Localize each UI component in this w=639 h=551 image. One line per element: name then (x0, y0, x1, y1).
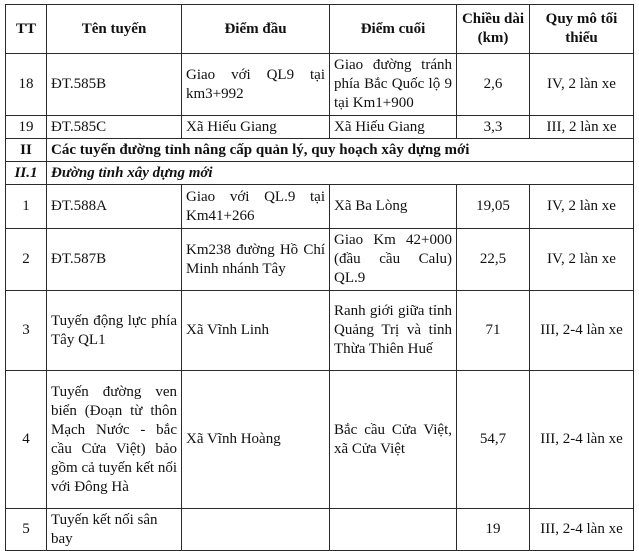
cell-ten: Tuyến động lực phía Tây QL1 (47, 291, 182, 371)
header-tt: TT (6, 5, 47, 54)
cell-dau: Giao với QL.9 tại Km41+266 (182, 185, 330, 229)
cell-dai: 54,7 (457, 371, 530, 509)
cell-tt: 4 (6, 371, 47, 509)
header-chieu-dai: Chiều dài (km) (457, 5, 530, 54)
cell-quymo: IV, 2 làn xe (530, 229, 634, 291)
cell-dai: 3,3 (457, 116, 530, 139)
cell-dai: 19,05 (457, 185, 530, 229)
cell-cuoi (330, 509, 457, 551)
cell-ten: ĐT.585C (47, 116, 182, 139)
road-table (5, 4, 634, 551)
table-row (6, 229, 634, 291)
header-quy-mo: Quy mô tối thiểu (530, 5, 634, 54)
cell-cuoi: Bắc cầu Cửa Việt, xã Cửa Việt (330, 371, 457, 509)
cell-tt: 1 (6, 185, 47, 229)
cell-dau: Xã Vĩnh Linh (182, 291, 330, 371)
cell-ten: Tuyến kết nối sân bay (47, 509, 182, 551)
cell-tt: 2 (6, 229, 47, 291)
cell-cuoi: Xã Hiếu Giang (330, 116, 457, 139)
section-row (6, 139, 634, 162)
header-ten-tuyen: Tên tuyến (47, 5, 182, 54)
cell-quymo: III, 2-4 làn xe (530, 291, 634, 371)
cell-dau: Giao với QL9 tại km3+992 (182, 54, 330, 116)
header-diem-cuoi: Điểm cuối (330, 5, 457, 54)
cell-quymo: IV, 2 làn xe (530, 54, 634, 116)
cell-ten: ĐT.587B (47, 229, 182, 291)
cell-dau: Km238 đường Hồ Chí Minh nhánh Tây (182, 229, 330, 291)
cell-quymo: III, 2-4 làn xe (530, 509, 634, 551)
cell-quymo: III, 2 làn xe (530, 116, 634, 139)
subsection-tt: II.1 (6, 162, 47, 185)
cell-cuoi: Ranh giới giữa tỉnh Quảng Trị và tỉnh Thừa Thiên Huế (330, 291, 457, 371)
section-title: Các tuyến đường tỉnh nâng cấp quản lý, quy hoạch xây dựng mới (47, 139, 634, 162)
cell-ten: Tuyến đường ven biển (Đoạn từ thôn Mạch Nước - bắc cầu Cửa Việt) bảo gồm cả tuyến kết nối với Đông Hà (47, 371, 182, 509)
table-row (6, 371, 634, 509)
cell-tt: 5 (6, 509, 47, 551)
cell-ten: ĐT.588A (47, 185, 182, 229)
cell-tt: 18 (6, 54, 47, 116)
cell-cuoi: Giao đường tránh phía Bắc Quốc lộ 9 tại Km1+900 (330, 54, 457, 116)
section-tt: II (6, 139, 47, 162)
cell-dau (182, 509, 330, 551)
table-row (6, 291, 634, 371)
cell-dai: 19 (457, 509, 530, 551)
table-row (6, 185, 634, 229)
cell-tt: 3 (6, 291, 47, 371)
subsection-row (6, 162, 634, 185)
cell-dau: Xã Vĩnh Hoàng (182, 371, 330, 509)
table-row (6, 116, 634, 139)
cell-dau: Xã Hiếu Giang (182, 116, 330, 139)
cell-cuoi: Giao Km 42+000 (đầu cầu Calu) QL.9 (330, 229, 457, 291)
cell-quymo: IV, 2 làn xe (530, 185, 634, 229)
subsection-title: Đường tỉnh xây dựng mới (47, 162, 634, 185)
header-diem-dau: Điểm đầu (182, 5, 330, 54)
cell-dai: 71 (457, 291, 530, 371)
cell-dai: 2,6 (457, 54, 530, 116)
table-row (6, 509, 634, 551)
cell-quymo: III, 2-4 làn xe (530, 371, 634, 509)
cell-ten: ĐT.585B (47, 54, 182, 116)
cell-dai: 22,5 (457, 229, 530, 291)
header-row (6, 5, 634, 54)
cell-cuoi: Xã Ba Lòng (330, 185, 457, 229)
table-row (6, 54, 634, 116)
cell-tt: 19 (6, 116, 47, 139)
